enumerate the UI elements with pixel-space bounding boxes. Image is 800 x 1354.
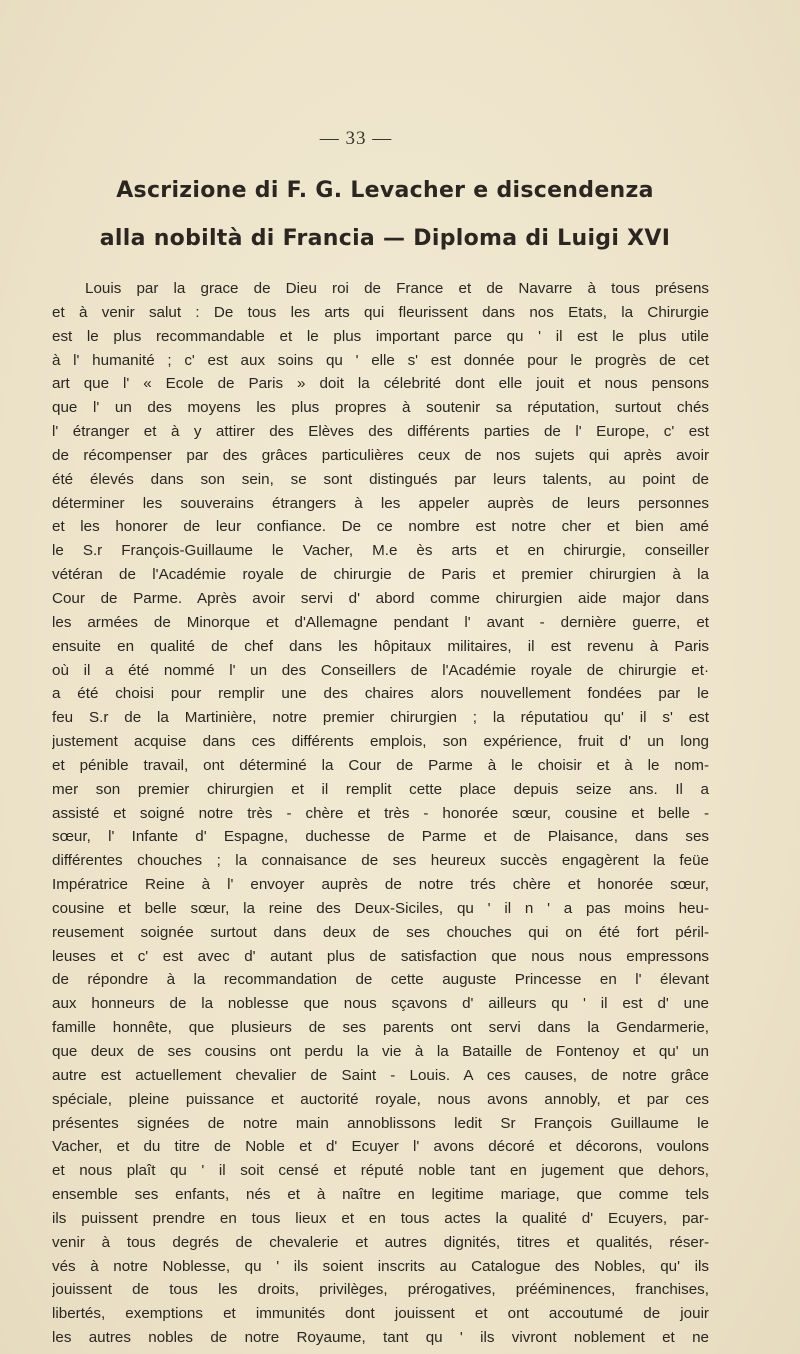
body-line: différentes chouches ; la connaisance de ses heureux succès engagèrent la feüe [52, 852, 709, 870]
body-line: famille honnête, que plusieurs de ses parents ont servi dans la Gendarmerie, [52, 1019, 709, 1037]
body-line: et pénible travail, ont déterminé la Cour de Parme à le choisir et à le nom- [52, 756, 709, 774]
body-line: l' étranger et à y attirer des Elèves des différents parties de l' Europe, c' est [52, 423, 709, 441]
body-line: présentes signées de notre main annoblissons ledit Sr François Guillaume le [52, 1114, 709, 1132]
body-line: reusement soignée surtout dans deux de ses chouches qui on été fort péril- [52, 923, 709, 941]
page-number: — 33 — [319, 128, 393, 149]
body-line: où il a été nommé l' un des Conseillers de l'Académie royale de chirurgie et· [52, 661, 709, 679]
body-line: feu S.r de la Martinière, notre premier chirurgien ; la réputatiou qu' il s' est [52, 709, 709, 727]
body-line: et nous plaît qu ' il soit censé et réputé noble tant en jugement que dehors, [52, 1162, 709, 1180]
body-line: jouissent de tous les droits, privilèges, prérogatives, prééminences, franchises, [52, 1281, 709, 1299]
body-line: de récompenser par des grâces particulières ceux de nos sujets qui après avoir [52, 446, 709, 464]
body-line: ensuite en qualité de chef dans les hôpitaux militaires, il est revenu à Paris [52, 637, 709, 655]
heading-line-1: Ascrizione di F. G. Levacher e discendenza [116, 178, 654, 203]
body-line: a été choisi pour remplir une des chaires alors nouvellement fondées par le [52, 685, 709, 703]
body-line: autre est actuellement chevalier de Saint - Louis. A ces causes, de notre grâce [52, 1066, 709, 1084]
body-line: Impératrice Reine à l' envoyer auprès de notre trés chère et honorée sœur, [52, 876, 709, 894]
body-line: art que l' « Ecole de Paris » doit la célebrité dont elle jouit et nous pensons [52, 375, 709, 393]
heading-line-2: alla nobiltà di Francia — Diploma di Luigi XVI [99, 226, 671, 251]
body-line: aux honneurs de la noblesse que nous sçavons d' ailleurs qu ' il est d' une [52, 995, 709, 1013]
body-line: venir à tous degrés de chevalerie et autres dignités, titres et qualités, réser- [52, 1233, 709, 1251]
body-line: spéciale, pleine puissance et auctorité royale, nous avons annobly, et par ces [52, 1090, 709, 1108]
body-line: les autres nobles de notre Royaume, tant qu ' ils vivront noblement et ne [52, 1329, 709, 1347]
body-line: ils puissent prendre en tous lieux et en tous actes la qualité d' Ecuyers, par- [52, 1209, 709, 1227]
body-line: leuses et c' est avec d' autant plus de satisfaction que nous nous empressons [52, 947, 709, 965]
body-line: ensemble ses enfants, nés et à naître en legitime mariage, que comme tels [52, 1186, 709, 1204]
body-line: le S.r François-Guillaume le Vacher, M.e ès arts et en chirurgie, conseiller [52, 542, 709, 560]
body-line: est le plus recommandable et le plus important parce qu ' il est le plus utile [52, 327, 709, 345]
body-line: vés à notre Noblesse, qu ' ils soient inscrits au Catalogue des Nobles, qu' ils [52, 1257, 709, 1275]
body-line: cousine et belle sœur, la reine des Deux-Siciles, qu ' il n ' a pas moins heu- [52, 899, 709, 917]
body-line: Cour de Parme. Après avoir servi d' abord comme chirurgien aide major dans [52, 589, 709, 607]
body-line: et à venir salut : De tous les arts qui fleurissent dans nos Etats, la Chirurgie [52, 303, 709, 321]
body-line: que l' un des moyens les plus propres à soutenir sa réputation, surtout chés [52, 399, 709, 417]
body-line: assisté et soigné notre très - chère et très - honorée sœur, cousine et belle - [52, 804, 709, 822]
body-line: vétéran de l'Académie royale de chirurgie de Paris et premier chirurgien à la [52, 566, 709, 584]
body-line: les armées de Minorque et d'Allemagne pendant l' avant - dernière guerre, et [52, 613, 709, 631]
body-line: que deux de ses cousins ont perdu la vie à la Bataille de Fontenoy et qu' un [52, 1043, 709, 1060]
body-text [52, 277, 709, 1350]
body-line: sœur, l' Infante d' Espagne, duchesse de Parme et de Plaisance, dans ses [52, 828, 709, 846]
body-line: et les honorer de leur confiance. De ce nombre est notre cher et bien amé [52, 518, 709, 536]
body-line: libertés, exemptions et immunités dont jouissent et ont accoutumé de jouir [52, 1305, 709, 1323]
body-line: justement acquise dans ces différents emplois, son expérience, fruit d' un long [52, 733, 709, 751]
body-line: Louis par la grace de Dieu roi de France et de Navarre à tous présens [85, 280, 709, 297]
body-line: été élevés dans son sein, se sont distingués par leurs talents, au point de [52, 470, 709, 488]
body-line: déterminer les souverains étrangers à les appeler auprès de leurs personnes [52, 494, 709, 512]
body-line: à l' humanité ; c' est aux soins qu ' elle s' est donnée pour le progrès de cet [52, 351, 709, 369]
body-line: de répondre à la recommandation de cette auguste Princesse en l' élevant [52, 971, 709, 989]
body-line: Vacher, et du titre de Noble et d' Ecuyer l' avons décoré et décorons, voulons [52, 1138, 709, 1156]
body-line: mer son premier chirurgien et il remplit cette place depuis seize ans. Il a [52, 780, 709, 798]
